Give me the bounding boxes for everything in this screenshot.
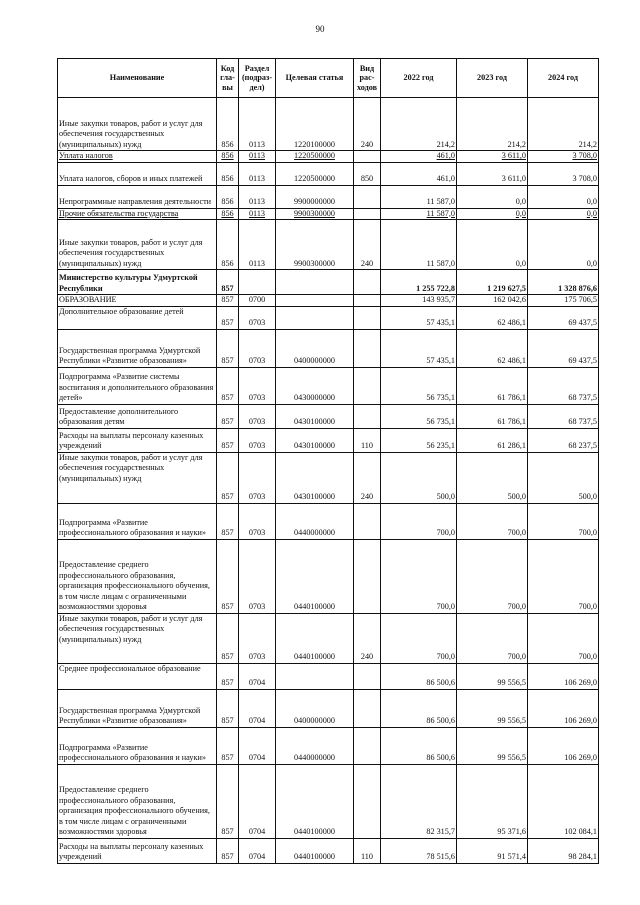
row-2022: 700,0: [381, 503, 457, 539]
row-2023: 61 286,1: [457, 428, 528, 452]
row-expense: [354, 185, 381, 208]
header-2024: 2024 год: [528, 59, 599, 98]
row-target: 0440000000: [276, 503, 354, 539]
row-section: 0113: [239, 208, 276, 220]
table-row: [58, 270, 599, 295]
row-code: 857: [217, 452, 239, 503]
row-2023: 99 556,5: [457, 727, 528, 764]
row-2024: 700,0: [528, 539, 599, 613]
row-2022: 500,0: [381, 452, 457, 503]
row-target: 9900300000: [276, 208, 354, 220]
row-code: 857: [217, 503, 239, 539]
row-2022: 461,0: [381, 162, 457, 185]
row-2024: 0,0: [528, 185, 599, 208]
row-2024: 69 437,5: [528, 329, 599, 367]
row-name: Подпрограмма «Развитие профессионального образования и науки»: [58, 503, 217, 539]
row-name: Уплата налогов: [58, 151, 217, 163]
row-name: Иные закупки товаров, работ и услуг для обеспечения государственных (муниципальных) нужд: [58, 452, 217, 503]
row-2022: 700,0: [381, 613, 457, 663]
row-section: 0113: [239, 151, 276, 163]
row-target: 0430100000: [276, 452, 354, 503]
row-expense: [354, 367, 381, 404]
table-row: [58, 220, 599, 270]
row-expense: 240: [354, 98, 381, 151]
row-code: 857: [217, 270, 239, 295]
row-2022: 11 587,0: [381, 220, 457, 270]
row-section: 0113: [239, 185, 276, 208]
row-code: 856: [217, 151, 239, 163]
row-2023: 95 371,6: [457, 764, 528, 838]
row-name: Подпрограмма «Развитие системы воспитания и дополнительного образования детей»: [58, 367, 217, 404]
row-name: Иные закупки товаров, работ и услуг для обеспечения государственных (муниципальных) нужд: [58, 98, 217, 151]
row-2023: 3 611,0: [457, 151, 528, 163]
row-2022: 11 587,0: [381, 208, 457, 220]
row-2022: 86 500,6: [381, 689, 457, 727]
row-2023: 700,0: [457, 539, 528, 613]
row-2023: 61 786,1: [457, 404, 528, 428]
row-section: 0703: [239, 503, 276, 539]
row-code: 856: [217, 220, 239, 270]
row-2022: 1 255 722,8: [381, 270, 457, 295]
row-expense: [354, 727, 381, 764]
row-target: 0400000000: [276, 689, 354, 727]
row-2023: 62 486,1: [457, 329, 528, 367]
row-2023: 162 042,6: [457, 295, 528, 307]
row-code: 856: [217, 162, 239, 185]
row-section: 0704: [239, 689, 276, 727]
row-2024: 500,0: [528, 452, 599, 503]
table-row: [58, 663, 599, 689]
row-section: 0704: [239, 838, 276, 863]
row-target: 9900300000: [276, 220, 354, 270]
table-row: [58, 151, 599, 163]
row-name: Предоставление дополнительного образования детям: [58, 404, 217, 428]
row-code: 856: [217, 185, 239, 208]
row-target: 0440100000: [276, 539, 354, 613]
row-2024: 106 269,0: [528, 663, 599, 689]
row-expense: [354, 270, 381, 295]
header-expense: Вид рас- ходов: [354, 59, 381, 98]
table-row: [58, 295, 599, 307]
row-code: 857: [217, 428, 239, 452]
row-2024: 68 237,5: [528, 428, 599, 452]
header-code: Код гла- вы: [217, 59, 239, 98]
row-name: Расходы на выплаты персоналу казенных учреждений: [58, 428, 217, 452]
row-2024: 3 708,0: [528, 162, 599, 185]
row-target: 1220500000: [276, 162, 354, 185]
row-2023: 700,0: [457, 613, 528, 663]
table-row: [58, 306, 599, 329]
row-target: 1220500000: [276, 151, 354, 163]
header-2022: 2022 год: [381, 59, 457, 98]
row-expense: 240: [354, 452, 381, 503]
row-code: 857: [217, 539, 239, 613]
row-name: Непрограммные направления деятельности: [58, 185, 217, 208]
row-2022: 82 315,7: [381, 764, 457, 838]
row-2022: 57 435,1: [381, 306, 457, 329]
row-2022: 78 515,6: [381, 838, 457, 863]
row-expense: [354, 151, 381, 163]
row-target: 0440100000: [276, 764, 354, 838]
row-section: [239, 270, 276, 295]
row-code: 857: [217, 404, 239, 428]
row-code: 856: [217, 98, 239, 151]
row-name: Среднее профессиональное образование: [58, 663, 217, 689]
row-target: 0440100000: [276, 613, 354, 663]
row-name: Уплата налогов, сборов и иных платежей: [58, 162, 217, 185]
row-2024: 69 437,5: [528, 306, 599, 329]
row-expense: [354, 503, 381, 539]
row-target: [276, 306, 354, 329]
row-section: 0703: [239, 367, 276, 404]
table-row: [58, 764, 599, 838]
row-2024: 106 269,0: [528, 689, 599, 727]
row-name: Подпрограмма «Развитие профессионального образования и науки»: [58, 727, 217, 764]
row-code: 857: [217, 306, 239, 329]
row-code: 857: [217, 727, 239, 764]
row-2023: 214,2: [457, 98, 528, 151]
row-expense: 110: [354, 428, 381, 452]
row-code: 857: [217, 663, 239, 689]
row-target: 9900000000: [276, 185, 354, 208]
row-name: Министерство культуры Удмуртской Республики: [58, 270, 217, 295]
row-code: 857: [217, 613, 239, 663]
header-2023: 2023 год: [457, 59, 528, 98]
row-2024: 106 269,0: [528, 727, 599, 764]
row-name: Прочие обязательства государства: [58, 208, 217, 220]
row-2023: 3 611,0: [457, 162, 528, 185]
table-row: [58, 162, 599, 185]
row-target: 0430100000: [276, 404, 354, 428]
row-target: 1220100000: [276, 98, 354, 151]
row-section: 0703: [239, 452, 276, 503]
row-2024: 214,2: [528, 98, 599, 151]
header-section: Раздел (подраз- дел): [239, 59, 276, 98]
row-expense: [354, 306, 381, 329]
row-name: Государственная программа Удмуртской Республики «Развитие образования»: [58, 689, 217, 727]
row-section: 0704: [239, 727, 276, 764]
row-section: 0113: [239, 98, 276, 151]
row-2023: 700,0: [457, 503, 528, 539]
row-section: 0113: [239, 162, 276, 185]
row-expense: [354, 295, 381, 307]
row-section: 0700: [239, 295, 276, 307]
row-target: [276, 663, 354, 689]
row-2022: 86 500,6: [381, 663, 457, 689]
table-row: [58, 503, 599, 539]
table-row: [58, 98, 599, 151]
row-2023: 0,0: [457, 208, 528, 220]
budget-table: [57, 58, 599, 864]
row-expense: [354, 663, 381, 689]
row-name: Иные закупки товаров, работ и услуг для обеспечения государственных (муниципальных) нужд: [58, 613, 217, 663]
row-section: 0703: [239, 428, 276, 452]
table-row: [58, 185, 599, 208]
row-expense: [354, 689, 381, 727]
row-section: 0703: [239, 329, 276, 367]
row-code: 857: [217, 295, 239, 307]
row-2022: 56 235,1: [381, 428, 457, 452]
row-2022: 11 587,0: [381, 185, 457, 208]
row-2022: 56 735,1: [381, 404, 457, 428]
table-row: [58, 727, 599, 764]
row-expense: [354, 404, 381, 428]
row-2023: 61 786,1: [457, 367, 528, 404]
row-code: 856: [217, 208, 239, 220]
row-2023: 91 571,4: [457, 838, 528, 863]
row-code: 857: [217, 838, 239, 863]
row-section: 0113: [239, 220, 276, 270]
row-name: Государственная программа Удмуртской Республики «Развитие образования»: [58, 329, 217, 367]
row-2024: 98 284,1: [528, 838, 599, 863]
row-code: 857: [217, 689, 239, 727]
row-2022: 57 435,1: [381, 329, 457, 367]
row-2023: 99 556,5: [457, 689, 528, 727]
row-expense: 850: [354, 162, 381, 185]
row-expense: [354, 539, 381, 613]
row-section: 0704: [239, 663, 276, 689]
row-2023: 62 486,1: [457, 306, 528, 329]
row-expense: [354, 329, 381, 367]
row-name: Предоставление среднего профессионального образования, организация профессионального обучения, в том числе лицам с ограниченными возможностями здоровья: [58, 764, 217, 838]
row-name: Предоставление среднего профессионального образования, организация профессионального обучения, в том числе лицам с ограниченными возможностями здоровья: [58, 539, 217, 613]
page-number: 90: [315, 24, 325, 34]
row-2024: 175 706,5: [528, 295, 599, 307]
row-2023: 1 219 627,5: [457, 270, 528, 295]
row-expense: [354, 764, 381, 838]
row-target: 0440000000: [276, 727, 354, 764]
row-code: 857: [217, 329, 239, 367]
table-row: [58, 838, 599, 863]
row-target: 0430000000: [276, 367, 354, 404]
row-2022: 461,0: [381, 151, 457, 163]
row-section: 0703: [239, 404, 276, 428]
row-2023: 99 556,5: [457, 663, 528, 689]
row-name: ОБРАЗОВАНИЕ: [58, 295, 217, 307]
table-row: [58, 689, 599, 727]
row-2023: 0,0: [457, 185, 528, 208]
row-2023: 500,0: [457, 452, 528, 503]
row-2024: 0,0: [528, 220, 599, 270]
row-section: 0704: [239, 764, 276, 838]
row-code: 857: [217, 367, 239, 404]
row-name: Дополнительное образование детей: [58, 306, 217, 329]
table-row: [58, 428, 599, 452]
row-expense: 240: [354, 613, 381, 663]
row-target: 0440100000: [276, 838, 354, 863]
table-row: [58, 404, 599, 428]
row-2022: 56 735,1: [381, 367, 457, 404]
table-header-row: [58, 59, 599, 98]
row-section: 0703: [239, 613, 276, 663]
table-row: [58, 539, 599, 613]
row-expense: 110: [354, 838, 381, 863]
row-2023: 0,0: [457, 220, 528, 270]
row-2024: 102 084,1: [528, 764, 599, 838]
table-row: [58, 613, 599, 663]
row-2024: 700,0: [528, 613, 599, 663]
row-name: Иные закупки товаров, работ и услуг для обеспечения государственных (муниципальных) нужд: [58, 220, 217, 270]
row-2024: 0,0: [528, 208, 599, 220]
row-target: 0430100000: [276, 428, 354, 452]
row-section: 0703: [239, 306, 276, 329]
table-row: [58, 367, 599, 404]
table-row: [58, 329, 599, 367]
row-target: 0400000000: [276, 329, 354, 367]
row-section: 0703: [239, 539, 276, 613]
row-target: [276, 270, 354, 295]
row-name: Расходы на выплаты персоналу казенных учреждений: [58, 838, 217, 863]
row-2022: 86 500,6: [381, 727, 457, 764]
row-2022: 143 935,7: [381, 295, 457, 307]
row-2024: 1 328 876,6: [528, 270, 599, 295]
row-target: [276, 295, 354, 307]
table-row: [58, 208, 599, 220]
row-2022: 214,2: [381, 98, 457, 151]
row-2024: 68 737,5: [528, 404, 599, 428]
row-2022: 700,0: [381, 539, 457, 613]
row-expense: [354, 208, 381, 220]
row-2024: 68 737,5: [528, 367, 599, 404]
row-code: 857: [217, 764, 239, 838]
header-name: Наименование: [58, 59, 217, 98]
header-target: Целевая статья: [276, 59, 354, 98]
row-2024: 700,0: [528, 503, 599, 539]
row-2024: 3 708,0: [528, 151, 599, 163]
table-row: [58, 452, 599, 503]
row-expense: 240: [354, 220, 381, 270]
